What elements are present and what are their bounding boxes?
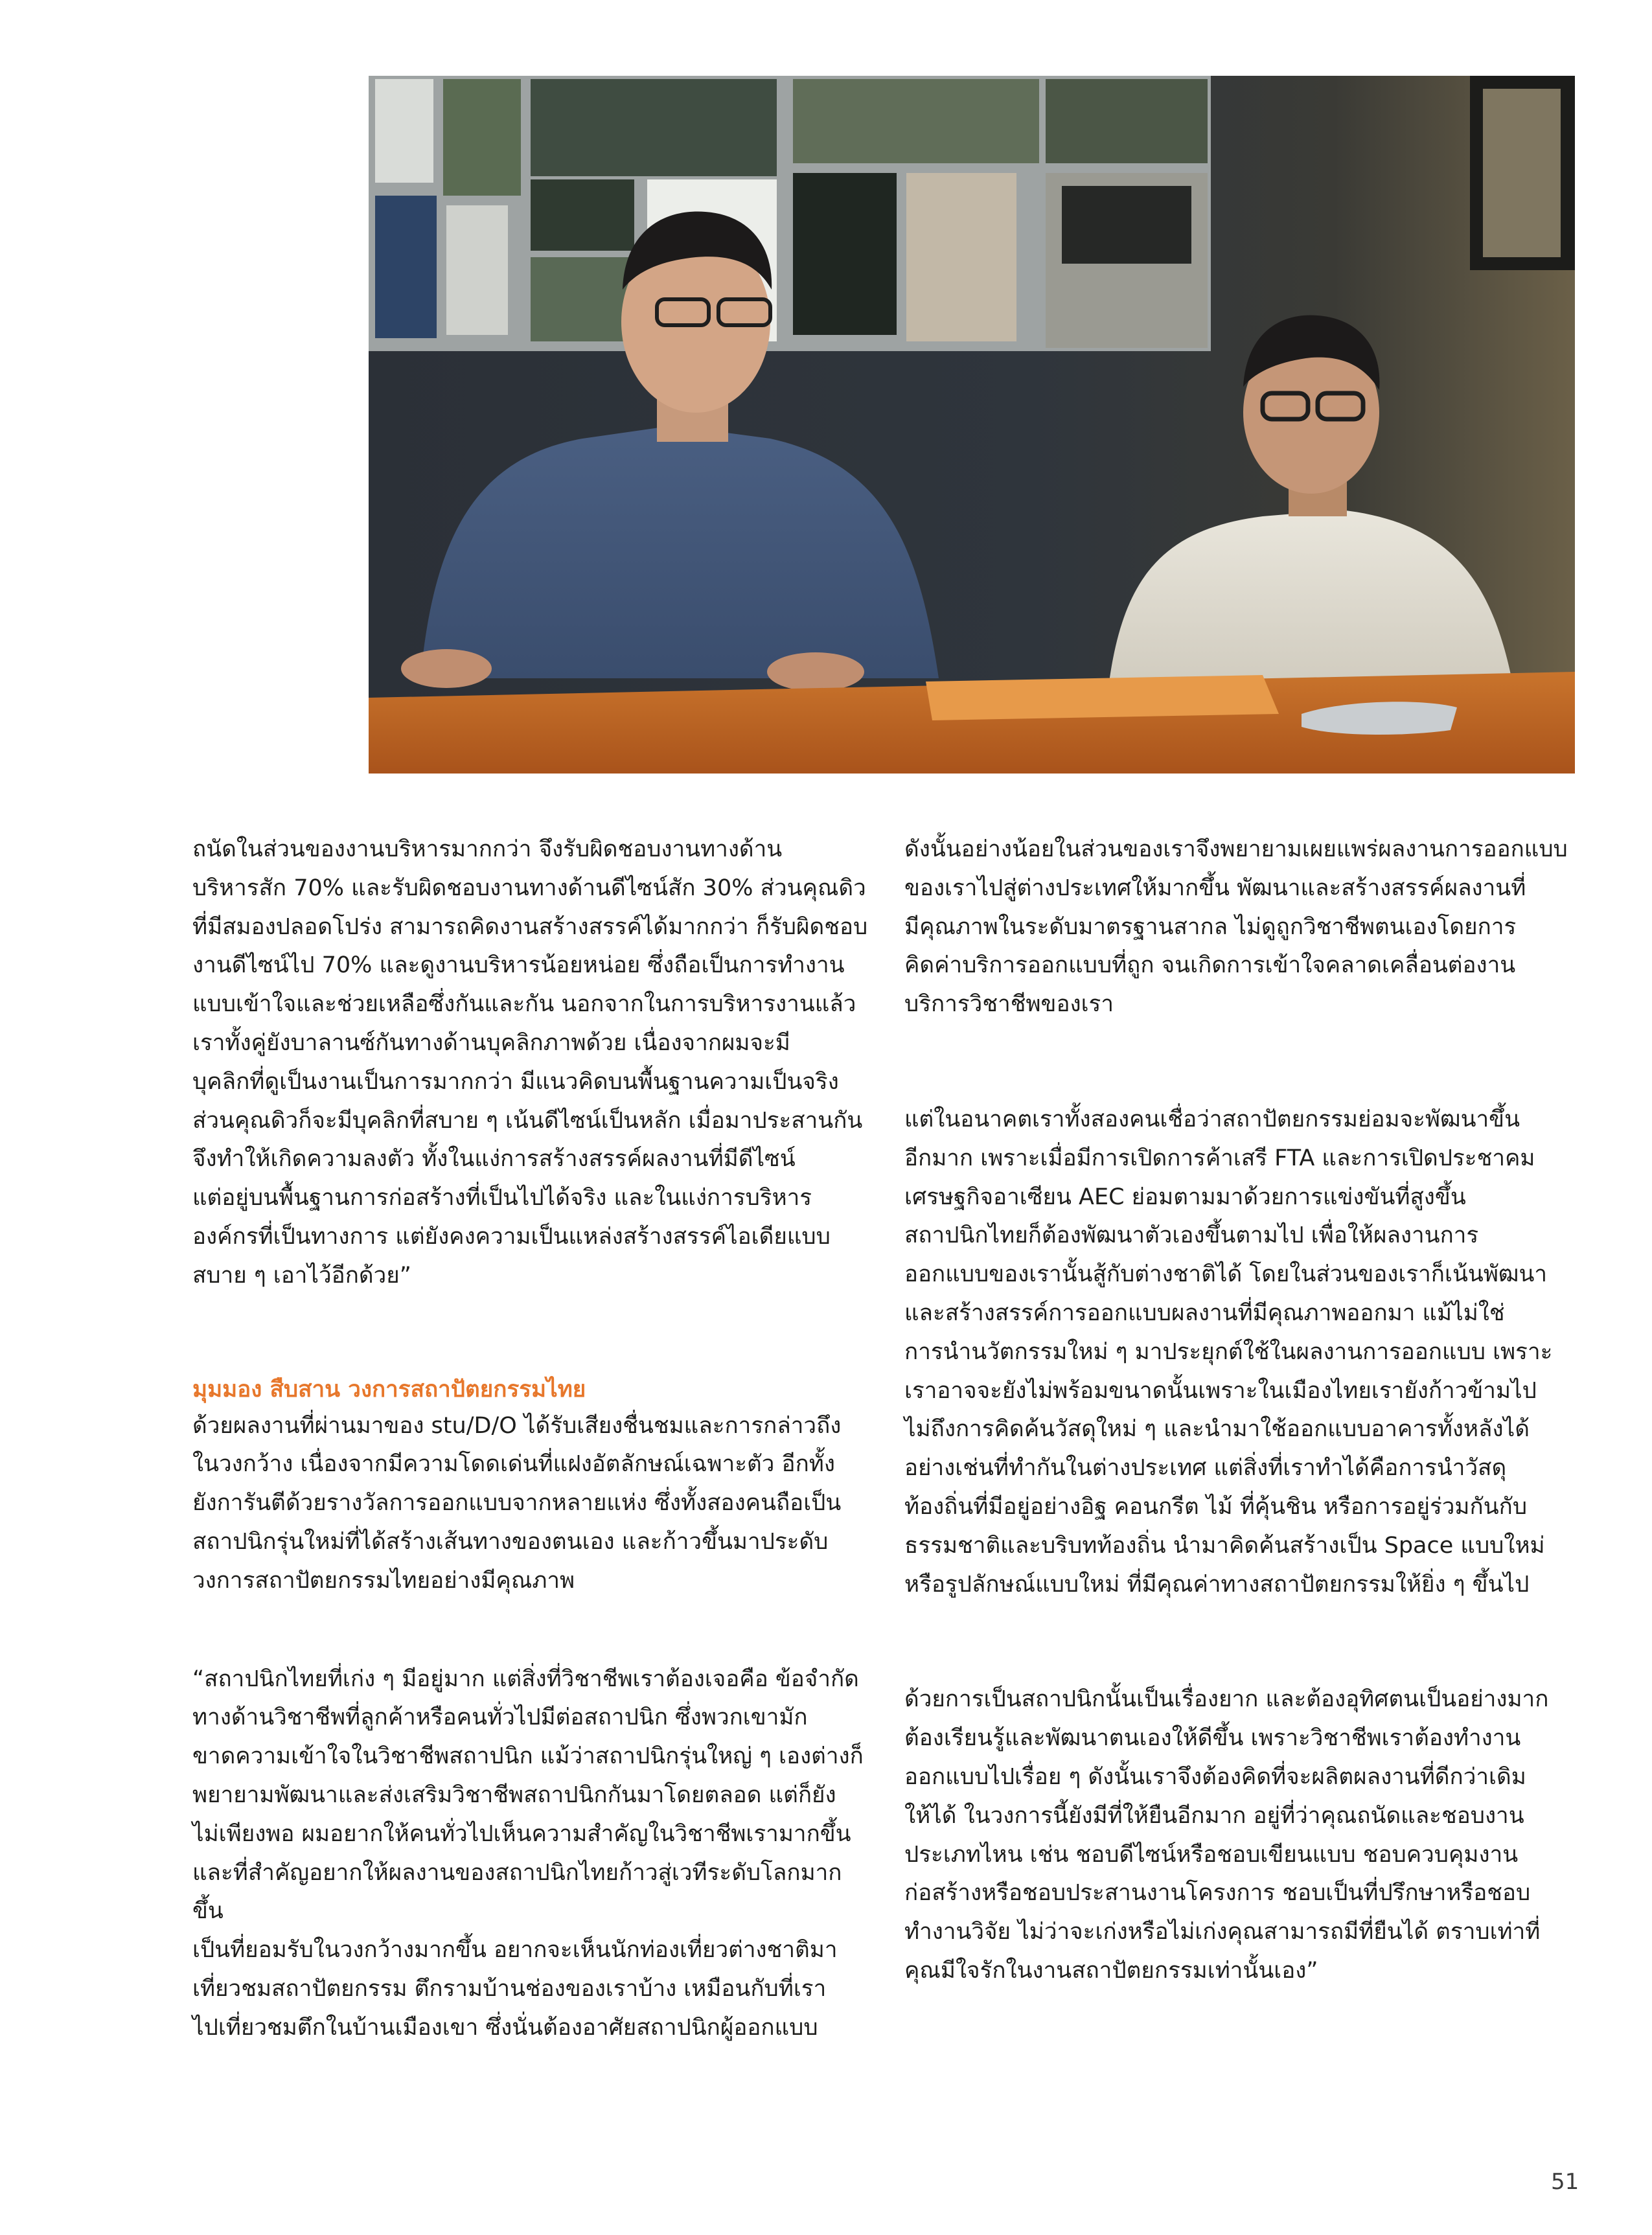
section-heading: มุมมอง สืบสาน วงการสถาปัตยกรรมไทย (192, 1376, 586, 1403)
pinned-boards (369, 76, 1211, 351)
right-paragraph-1: ดังนั้นอย่างน้อยในส่วนของเราจึงพยายามเผยแพร่ผลงานการออกแบบ ของเราไปสู่ต่างประเทศให้มากขึ้น พัฒนาและสร้างสรรค์ผลงานที่ มีคุณภาพในระดับมาตรฐานสากล ไม่ดูถูกวิชาชีพตนเองโดยการ คิดค่าบริการออกแบบที่ถูก จนเกิดการเข้าใจคลาดเคลื่อนต่องาน บริการวิชาชีพของเรา (904, 836, 1568, 1018)
right-column (904, 831, 1582, 1991)
left-paragraph-3: “สถาปนิกไทยที่เก่ง ๆ มีอยู่มาก แต่สิ่งที่วิชาชีพเราต้องเจอคือ ข้อจำกัด ทางด้านวิชาชีพที่ลูกค้าหรือคนทั่วไปมีต่อสถาปนิก ซึ่งพวกเขามัก ขาดความเข้าใจในวิชาชีพสถาปนิก แม้ว่าสถาปนิกรุ่นใหญ่ ๆ เองต่างก็ พยายามพัฒนาและส่งเสริมวิชาชีพสถาปนิกกันมาโดยตลอด แต่ก็ยัง ไม่เพียงพอ ผมอยากให้คนทั่วไปเห็นความสำคัญในวิชาชีพเรามากขึ้น และที่สำคัญอยากให้ผลงานของสถาปนิกไทยก้าวสู่เวทีระดับโลกมากขึ้น เป็นที่ยอมรับในวงกว้างมากขึ้น อยากจะเห็นนักท่องเที่ยวต่างชาติมา เที่ยวชมสถาปัตยกรรม ตึกรามบ้านช่องของเราบ้าง เหมือนกับที่เรา ไปเที่ยวชมตึกในบ้านเมืองเขา ซึ่งนั่นต้องอาศัยสถาปนิกผู้ออกแบบ (192, 1666, 864, 2041)
right-paragraph-2: แต่ในอนาคตเราทั้งสองคนเชื่อว่าสถาปัตยกรรมย่อมจะพัฒนาขึ้น อีกมาก เพราะเมื่อมีการเปิดการค้าเสรี FTA และการเปิดประชาคม เศรษฐกิจอาเซียน AEC ย่อมตามมาด้วยการแข่งขันที่สูงขึ้น สถาปนิกไทยก็ต้องพัฒนาตัวเองขึ้นตามไป เพื่อให้ผลงานการ ออกแบบของเรานั้นสู้กับต่างชาติได้ โดยในส่วนของเราก็เน้นพัฒนา และสร้างสรรค์การออกแบบผลงานที่มีคุณภาพออกมา แม้ไม่ใช่ การนำนวัตกรรมใหม่ ๆ มาประยุกต์ใช้ในผลงานการออกแบบ เพราะ เราอาจจะยังไม่พร้อมขนาดนั้นเพราะในเมืองไทยเรายังก้าวข้ามไป ไม่ถึงการคิดค้นวัสดุใหม่ ๆ และนำมาใช้ออกแบบอาคารทั้งหลังได้ อย่างเช่นที่ทำกันในต่างประเทศ แต่สิ่งที่เราทำได้คือการนำวัสดุ ท้องถิ่นที่มีอยู่อย่างอิฐ คอนกรีต ไม้ ที่คุ้นชิน หรือการอยู่ร่วมกันกับ ธรรมชาติและบริบทท้องถิ่น นำมาคิดค้นสร้างเป็น Space แบบใหม่ หรือรูปลักษณ์แบบใหม่ ที่มีคุณค่าทางสถาปัตยกรรมให้ยิ่ง ๆ ขึ้นไป (904, 1106, 1553, 1598)
right-paragraph-3: ด้วยการเป็นสถาปนิกนั้นเป็นเรื่องยาก และต้องอุทิศตนเป็นอย่างมาก ต้องเรียนรู้และพัฒนาตนเองให้ดีขึ้น เพราะวิชาชีพเราต้องทำงาน ออกแบบไปเรื่อย ๆ ดังนั้นเราจึงต้องคิดที่จะผลิตผลงานที่ดีกว่าเดิม ให้ได้ ในวงการนี้ยังมีที่ให้ยืนอีกมาก อยู่ที่ว่าคุณถนัดและชอบงาน ประเภทไหน เช่น ชอบดีไซน์หรือชอบเขียนแบบ ชอบควบคุมงาน ก่อสร้างหรือชอบประสานงานโครงการ ชอบเป็นที่ปรึกษาหรือชอบ ทำงานวิจัย ไม่ว่าจะเก่งหรือไม่เก่งคุณสามารถมีที่ยืนได้ ตราบเท่าที่ คุณมีใจรักในงานสถาปัตยกรรมเท่านั้นเอง” (904, 1686, 1549, 1984)
left-paragraph-1: ถนัดในส่วนของงานบริหารมากกว่า จึงรับผิดชอบงานทางด้าน บริหารสัก 70% และรับผิดชอบงานทางด้านดีไซน์สัก 30% ส่วนคุณดิว ที่มีสมองปลอดโปร่ง สามารถคิดงานสร้างสรรค์ได้มากกว่า ก็รับผิดชอบ งานดีไซน์ไป 70% และดูงานบริหารน้อยหน่อย ซึ่งถือเป็นการทำงาน แบบเข้าใจและช่วยเหลือซึ่งกันและกัน นอกจากในการบริหารงานแล้ว เราทั้งคู่ยังบาลานซ์กันทางด้านบุคลิกภาพด้วย เนื่องจากผมจะมี บุคลิกที่ดูเป็นงานเป็นการมากกว่า มีแนวคิดบนพื้นฐานความเป็นจริง ส่วนคุณดิวก็จะมีบุคลิกที่สบาย ๆ เน้นดีไซน์เป็นหลัก เมื่อมาประสานกัน จึงทำให้เกิดความลงตัว ทั้งในแง่การสร้างสรรค์ผลงานที่มีดีไซน์ แต่อยู่บนพื้นฐานการก่อสร้างที่เป็นไปได้จริง และในแง่การบริหาร องค์กรที่เป็นทางการ แต่ยังคงความเป็นแหล่งสร้างสรรค์ไอเดียแบบ สบาย ๆ เอาไว้อีกด้วย” (192, 836, 868, 1289)
left-column (192, 831, 870, 2048)
page-number: 51 (1551, 2169, 1579, 2195)
left-paragraph-2: ด้วยผลงานที่ผ่านมาของ stu/D/O ได้รับเสียงชื่นชมและการกล่าวถึง ในวงกว้าง เนื่องจากมีความโดดเด่นที่แฝงอัตลักษณ์เฉพาะตัว อีกทั้ง ยังการันตีด้วยรางวัลการออกแบบจากหลายแห่ง ซึ่งทั้งสองคนถือเป็น สถาปนิกรุ่นใหม่ที่ได้สร้างเส้นทางของตนเอง และก้าวขึ้นมาประดับ วงการสถาปัตยกรรมไทยอย่างมีคุณภาพ (192, 1412, 842, 1594)
photo-illustration (369, 76, 1575, 774)
portrait-photo (369, 76, 1575, 774)
envelope (926, 675, 1279, 720)
